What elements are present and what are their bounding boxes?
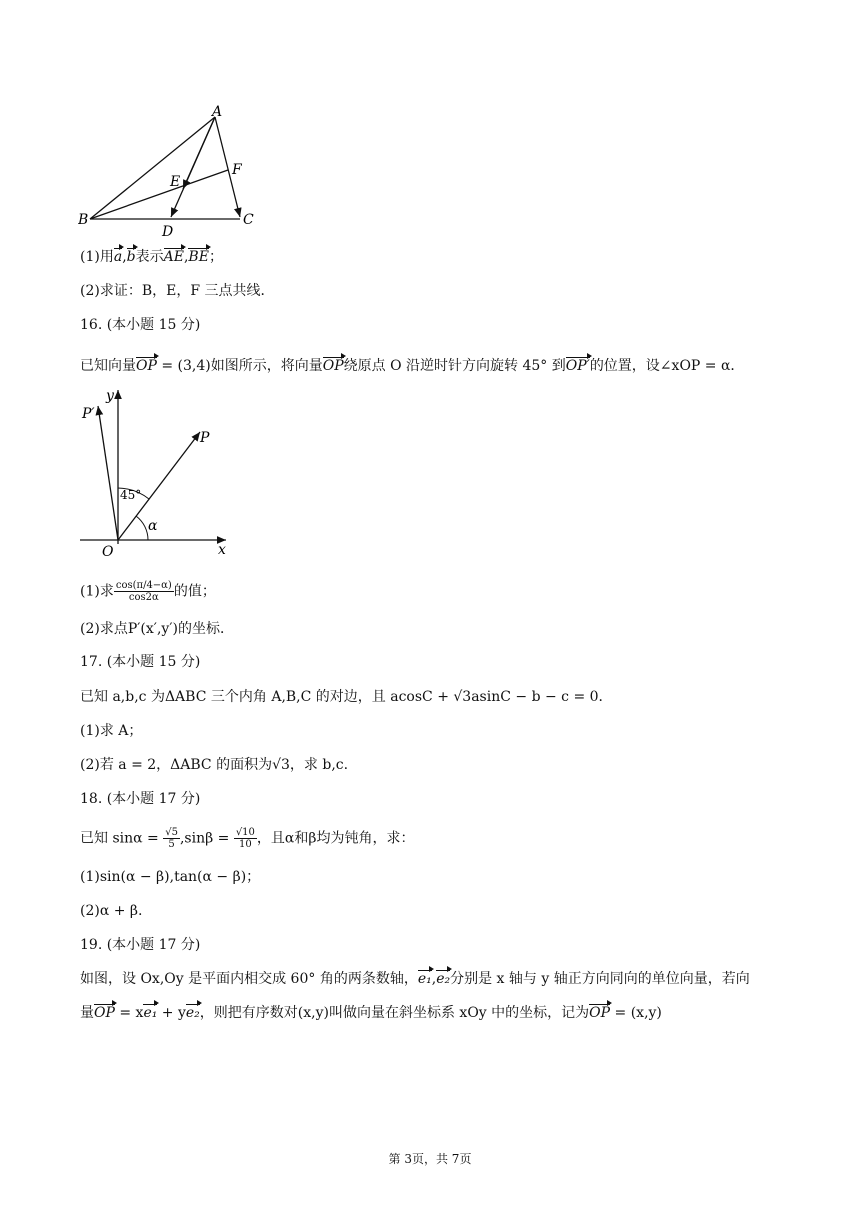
q16-fraction: $\frac{\cos(\pi/4-\alpha)}{\cos 2\alpha}$ [115, 580, 172, 603]
q18-part1: (1)sin(α − β),tan(α − β)； [80, 869, 261, 885]
vector-e1-label-2: e₁ [143, 1005, 158, 1021]
rotation-figure [78, 384, 238, 560]
vector-ae [183, 117, 215, 189]
vector-be-label: BE [188, 249, 209, 265]
q18-part2: (2)α + β. [80, 903, 143, 919]
vector-a-label: a [113, 249, 123, 265]
q18-heading: 18. (本小题 17 分) [80, 791, 201, 807]
triangle-figure [78, 104, 260, 240]
label-45: 45° [120, 488, 142, 502]
q17-part2: (2)若 a = 2，ΔABC 的面积为√3，求 b,c. [80, 757, 349, 773]
q16-heading: 16. (本小题 15 分) [80, 317, 201, 333]
label-pprime: P′ [82, 406, 95, 422]
label-d: D [162, 224, 174, 240]
q16-stem: 已知向量OP = (3,4)如图所示，将向量OP绕原点 O 沿逆时针方向旋转 45° 到OP′的位置，设∠xOP = α． [80, 358, 745, 374]
q17-stem: 已知 a,b,c 为ΔABC 三个内角 A,B,C 的对边，且 acosC + √3asinC − b − c = 0． [80, 689, 613, 705]
q15-part1: (1)用a,b表示AE,BE； [80, 249, 223, 265]
label-x: x [218, 542, 226, 558]
segment-bf [90, 170, 228, 219]
q18-fraction-1: $\frac{√5}{5}$ [165, 827, 178, 850]
vector-e2-label-2: e₂ [185, 1005, 200, 1021]
q16-part2: (2)求点P′(x′,y′)的坐标． [80, 621, 234, 637]
label-p: P [200, 430, 210, 446]
q17-part1: (1)求 A； [80, 723, 143, 739]
q17-heading: 17. (本小题 15 分) [80, 654, 201, 670]
label-c: C [243, 212, 254, 228]
segment-ba [90, 117, 215, 219]
vector-op [118, 432, 200, 540]
q18-fraction-2: $\frac{√10}{10}$ [235, 827, 255, 850]
vector-opprime-label: OP′ [565, 358, 590, 374]
vector-ae-label: AE [163, 249, 184, 265]
vector-op-label-2: OP [322, 358, 344, 374]
label-o: O [102, 544, 114, 560]
vector-b-label: b [126, 249, 136, 265]
q18-stem: 已知 sinα = $\frac{√5}{5}$ ,sinβ = $\frac{√10}{10}$ ，且α和β均为钝角，求： [80, 827, 415, 850]
q19-line2: 量OP = xe₁ + ye₂，则把有序数对(x,y)叫做向量在斜坐标系 xOy 中的坐标，记为OP = (x,y) [80, 1005, 662, 1021]
label-e: E [170, 174, 181, 190]
q15-part2: (2)求证：B，E，F 三点共线． [80, 283, 275, 299]
label-alpha: α [148, 518, 158, 534]
vector-e2-label: e₂ [436, 971, 451, 987]
page-footer: 第 3页，共 7页 [388, 1152, 472, 1166]
q19-line1: 如图，设 Ox,Oy 是平面内相交成 60° 角的两条数轴，e₁,e₂分别是 x 轴与 y 轴正方向同向的单位向量，若向 [80, 971, 750, 987]
q19-heading: 19. (本小题 17 分) [80, 937, 201, 953]
angle-alpha-arc [136, 516, 148, 540]
label-y: y [106, 388, 114, 404]
vector-op-label-3: OP [94, 1005, 115, 1021]
vector-op-label-4: OP [589, 1005, 611, 1021]
vector-op-label: OP [136, 358, 157, 374]
vector-opprime [98, 406, 118, 540]
label-a: A [212, 104, 223, 120]
q16-part1: (1)求 $\frac{\cos(\pi/4-\alpha)}{\cos 2\alpha}$ 的值； [80, 580, 216, 603]
vector-e1-label: e₁ [417, 971, 432, 987]
label-f: F [232, 162, 242, 178]
label-b: B [78, 212, 89, 228]
